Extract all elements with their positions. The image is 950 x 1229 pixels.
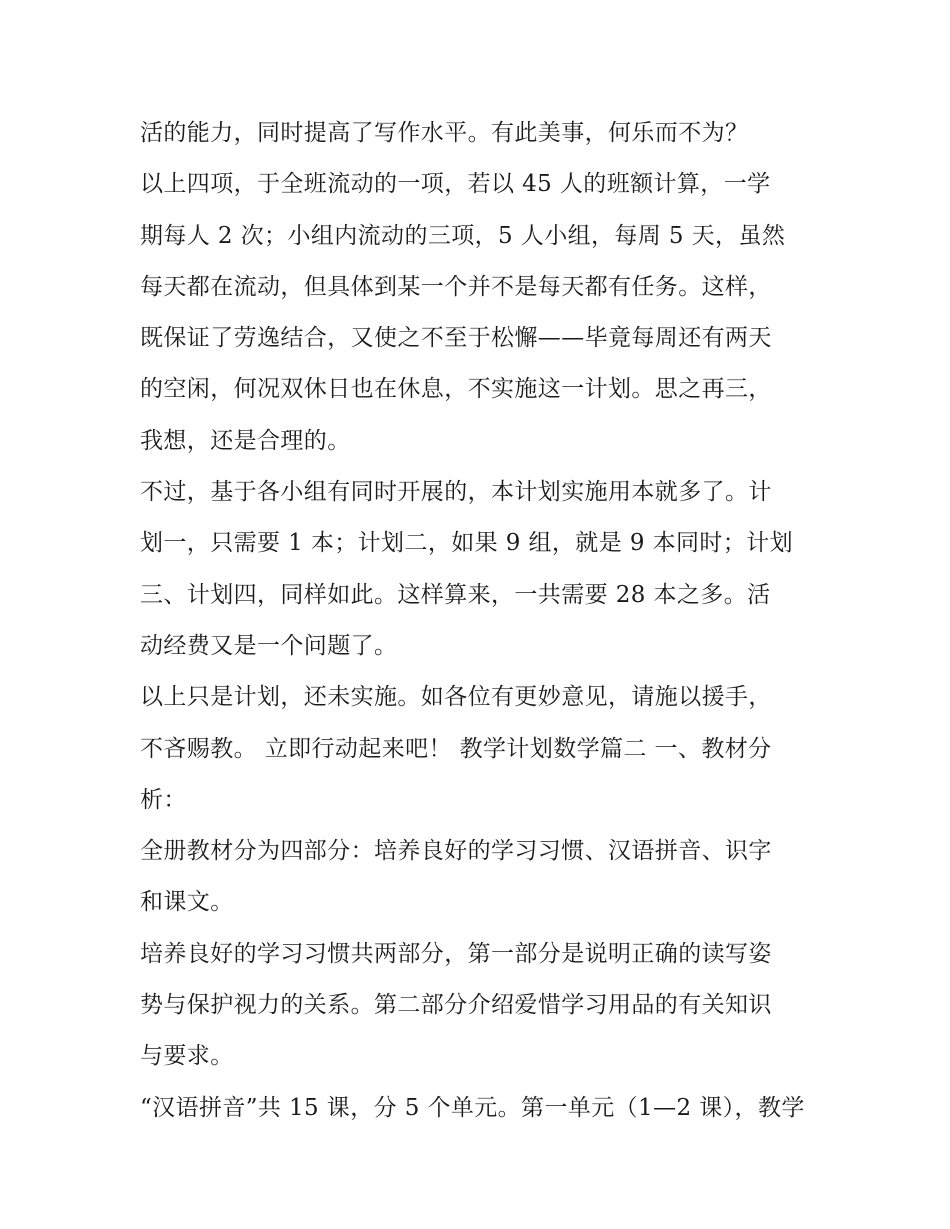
document-body (140, 108, 830, 1134)
text-line: 期每人 2 次；小组内流动的三项，5 人小组，每周 5 天，虽然 (140, 222, 786, 249)
text-line: 不过，基于各小组有同时开展的，本计划实施用本就多了。计 (140, 479, 772, 506)
text-line: 以上四项，于全班流动的一项，若以 45 人的班额计算，一学 (140, 171, 771, 198)
text-line: 和课文。 (140, 889, 234, 916)
text-line: 势与保护视力的关系。第二部分介绍爱惜学习用品的有关知识 (140, 992, 772, 1019)
text-line: 析： (140, 786, 187, 813)
text-line: 划一，只需要 1 本；计划二，如果 9 组，就是 9 本同时；计划 (140, 530, 793, 557)
text-line: 每天都在流动，但具体到某一个并不是每天都有任务。这样， (140, 273, 772, 300)
text-line: 不吝赐教。 立即行动起来吧！ 教学计划数学篇二 一、教材分 (140, 735, 772, 762)
text-line: 我想，还是合理的。 (140, 427, 351, 454)
text-line: “汉语拼音”共 15 课，分 5 个单元。第一单元（1—2 课），教学 (140, 1094, 805, 1121)
text-line: 与要求。 (140, 1043, 234, 1070)
text-line: 三、计划四，同样如此。这样算来，一共需要 28 本之多。活 (140, 581, 771, 608)
text-line: 全册教材分为四部分：培养良好的学习习惯、汉语拼音、识字 (140, 838, 772, 865)
text-line: 的空闲，何况双休日也在休息，不实施这一计划。思之再三， (140, 376, 772, 403)
text-line: 既保证了劳逸结合，又使之不至于松懈——毕竟每周还有两天 (140, 325, 772, 352)
text-line: 以上只是计划，还未实施。如各位有更妙意见，请施以援手， (140, 684, 772, 711)
text-line: 活的能力，同时提高了写作水平。有此美事，何乐而不为？ (140, 120, 749, 146)
text-line: 动经费又是一个问题了。 (140, 632, 398, 659)
text-line: 培养良好的学习习惯共两部分，第一部分是说明正确的读写姿 (140, 940, 772, 967)
